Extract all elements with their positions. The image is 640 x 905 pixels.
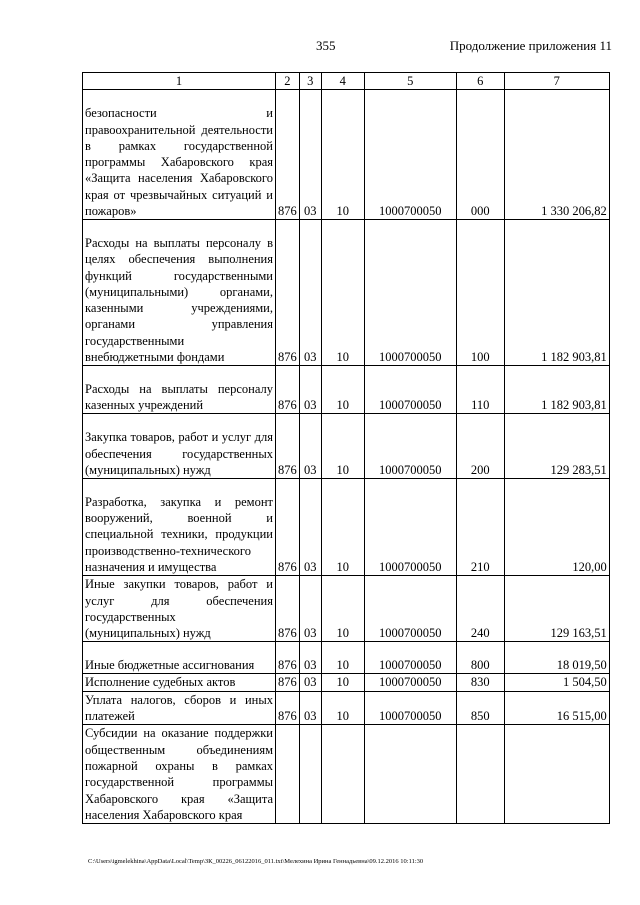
expense-type-cell: 200 [456, 414, 504, 479]
expense-type-cell [456, 725, 504, 824]
section-cell: 03 [299, 576, 321, 642]
subsection-cell: 10 [321, 691, 364, 725]
column-header-7: 7 [504, 73, 609, 90]
expense-type-cell: 110 [456, 366, 504, 414]
admin-code-cell: 876 [276, 90, 300, 220]
table-row [83, 576, 610, 642]
target-article-cell: 1000700050 [364, 220, 456, 366]
table-header-row [83, 73, 610, 90]
section-cell: 03 [299, 414, 321, 479]
expense-type-cell: 240 [456, 576, 504, 642]
page-number: 355 [316, 38, 336, 53]
row-name-cell: Уплата налогов, сборов и иных платежей [83, 691, 276, 725]
row-name-cell: Расходы на выплаты персоналу казенных учреждений [83, 366, 276, 414]
amount-cell: 1 182 903,81 [504, 366, 609, 414]
row-name-cell: безопасности и правоохранительной деятельности в рамках государственной программы Хабаровского края «Защита населения Хабаровского края от чрезвычайных ситуаций и пожаров» [83, 90, 276, 220]
subsection-cell: 10 [321, 414, 364, 479]
section-cell: 03 [299, 479, 321, 576]
appendix-continuation-note: Продолжение приложения 11 [449, 38, 612, 53]
row-name-cell: Расходы на выплаты персоналу в целях обеспечения выполнения функций государственными (муниципальными) органами, казенными учреждениями, органами управления государственными внебюджетными фондами [83, 220, 276, 366]
table-row [83, 691, 610, 725]
table-row [83, 220, 610, 366]
row-name-cell: Иные закупки товаров, работ и услуг для обеспечения государственных (муниципальных) нужд [83, 576, 276, 642]
admin-code-cell: 876 [276, 642, 300, 674]
amount-cell: 1 182 903,81 [504, 220, 609, 366]
expense-type-cell: 830 [456, 674, 504, 691]
expense-type-cell: 850 [456, 691, 504, 725]
amount-cell: 1 330 206,82 [504, 90, 609, 220]
table-row [83, 414, 610, 479]
amount-cell: 1 504,50 [504, 674, 609, 691]
expense-type-cell: 000 [456, 90, 504, 220]
amount-cell [504, 725, 609, 824]
column-header-5: 5 [364, 73, 456, 90]
section-cell: 03 [299, 642, 321, 674]
target-article-cell: 1000700050 [364, 366, 456, 414]
section-cell: 03 [299, 220, 321, 366]
target-article-cell: 1000700050 [364, 642, 456, 674]
subsection-cell: 10 [321, 642, 364, 674]
target-article-cell [364, 725, 456, 824]
amount-cell: 16 515,00 [504, 691, 609, 725]
admin-code-cell: 876 [276, 414, 300, 479]
row-name-cell: Разработка, закупка и ремонт вооружений, военной и специальной техники, продукции производственно-технического назначения и имущества [83, 479, 276, 576]
section-cell: 03 [299, 674, 321, 691]
target-article-cell: 1000700050 [364, 414, 456, 479]
amount-cell: 129 283,51 [504, 414, 609, 479]
subsection-cell: 10 [321, 479, 364, 576]
table-row [83, 642, 610, 674]
section-cell: 03 [299, 90, 321, 220]
column-header-6: 6 [456, 73, 504, 90]
admin-code-cell: 876 [276, 220, 300, 366]
row-name-cell: Исполнение судебных актов [83, 674, 276, 691]
subsection-cell [321, 725, 364, 824]
subsection-cell: 10 [321, 674, 364, 691]
section-cell: 03 [299, 691, 321, 725]
subsection-cell: 10 [321, 576, 364, 642]
section-cell [299, 725, 321, 824]
target-article-cell: 1000700050 [364, 479, 456, 576]
table-row [83, 479, 610, 576]
admin-code-cell: 876 [276, 691, 300, 725]
column-header-1: 1 [83, 73, 276, 90]
target-article-cell: 1000700050 [364, 90, 456, 220]
row-name-cell: Иные бюджетные ассигнования [83, 642, 276, 674]
admin-code-cell: 876 [276, 674, 300, 691]
budget-table [82, 72, 610, 824]
target-article-cell: 1000700050 [364, 691, 456, 725]
target-article-cell: 1000700050 [364, 576, 456, 642]
subsection-cell: 10 [321, 366, 364, 414]
row-name-cell: Субсидии на оказание поддержки общественным объединениям пожарной охраны в рамках государственной программы Хабаровского края «Защита населения Хабаровского края [83, 725, 276, 824]
expense-type-cell: 100 [456, 220, 504, 366]
column-header-3: 3 [299, 73, 321, 90]
admin-code-cell [276, 725, 300, 824]
amount-cell: 120,00 [504, 479, 609, 576]
admin-code-cell: 876 [276, 479, 300, 576]
table-row [83, 725, 610, 824]
amount-cell: 129 163,51 [504, 576, 609, 642]
column-header-4: 4 [321, 73, 364, 90]
subsection-cell: 10 [321, 90, 364, 220]
footer-file-path: C:\Users\igmelekhina\AppData\Local\Temp\ЗК_00226_06122016_011.txt\Мелехина Ирина Геннадьевна\09.12.2016 10:11:30 [88, 858, 424, 865]
expense-type-cell: 800 [456, 642, 504, 674]
expense-type-cell: 210 [456, 479, 504, 576]
table-row [83, 674, 610, 691]
section-cell: 03 [299, 366, 321, 414]
table-row [83, 366, 610, 414]
amount-cell: 18 019,50 [504, 642, 609, 674]
admin-code-cell: 876 [276, 366, 300, 414]
table-row [83, 90, 610, 220]
target-article-cell: 1000700050 [364, 674, 456, 691]
row-name-cell: Закупка товаров, работ и услуг для обеспечения государственных (муниципальных) нужд [83, 414, 276, 479]
admin-code-cell: 876 [276, 576, 300, 642]
column-header-2: 2 [276, 73, 300, 90]
subsection-cell: 10 [321, 220, 364, 366]
